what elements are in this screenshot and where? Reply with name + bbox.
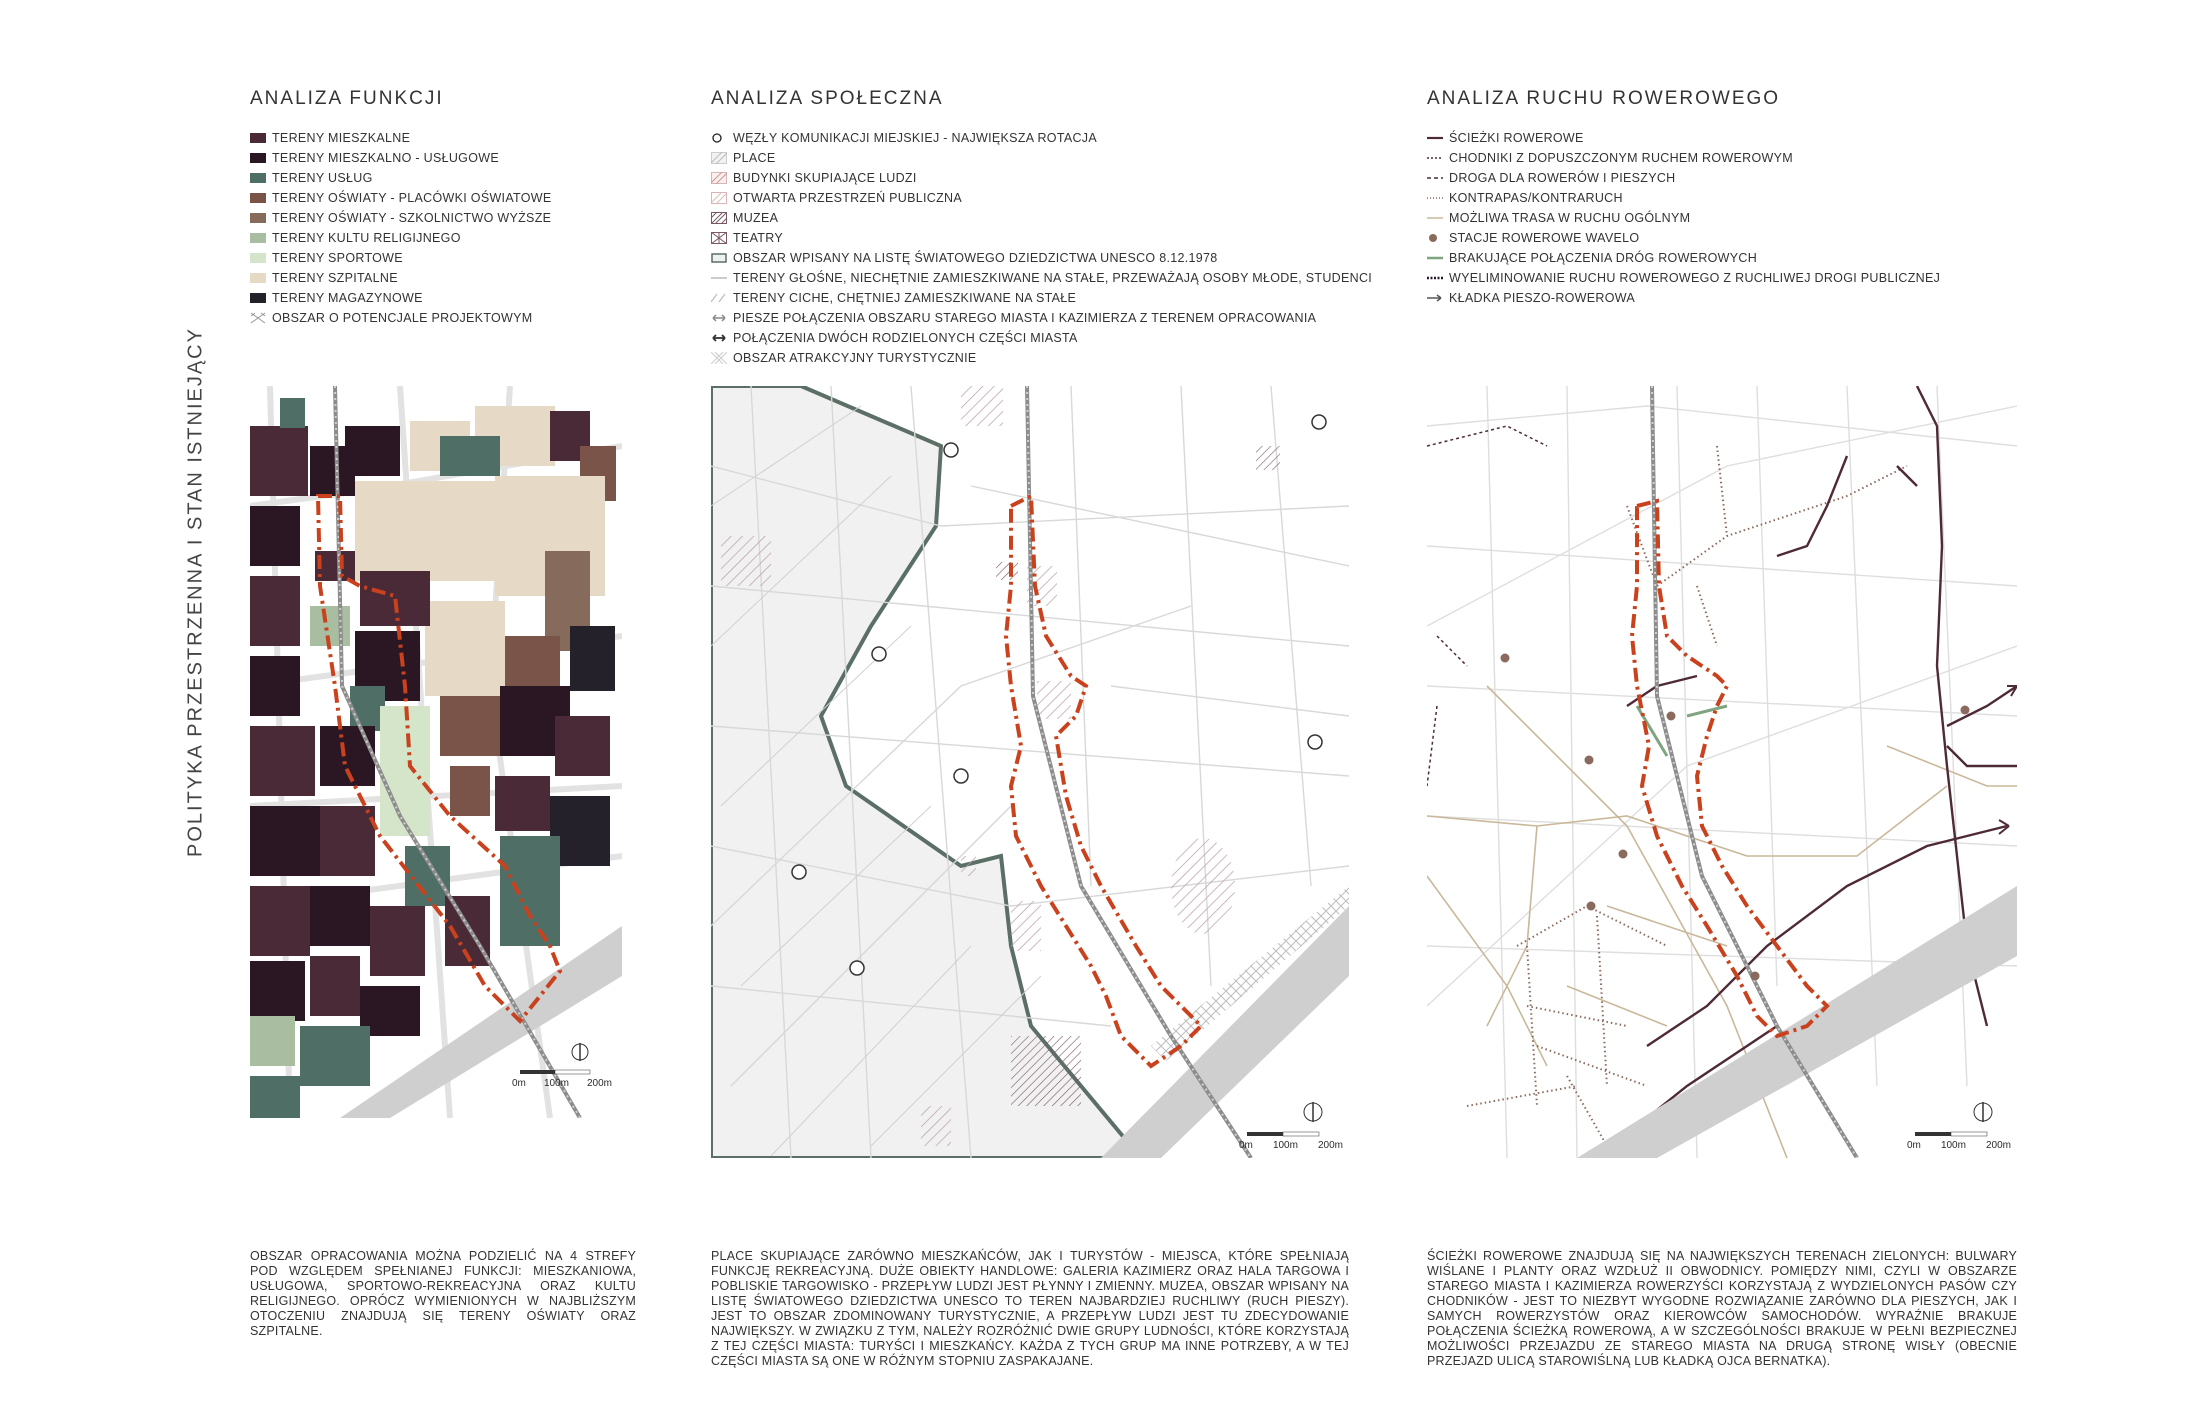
panel-title: ANALIZA FUNKCJI: [250, 88, 444, 109]
bicycle-legend: [1427, 128, 1940, 308]
legend-item: STACJE ROWEROWE WAVELO: [1427, 228, 1940, 248]
function-legend: [250, 128, 552, 328]
double-arrow-icon: [711, 312, 727, 324]
grey-line-icon: [711, 272, 727, 284]
legend-item: TERENY OŚWIATY - PLACÓWKI OŚWIATOWE: [250, 188, 552, 208]
scale-bar-labels: 0m 100m 200m: [1907, 1140, 2011, 1151]
legend-item: TEATRY: [711, 228, 1372, 248]
dashed-line-icon: [711, 292, 727, 304]
hatch-square-icon: [711, 232, 727, 244]
swatch-higher-education: [250, 213, 266, 223]
legend-item: TERENY SPORTOWE: [250, 248, 552, 268]
swatch-potential-area-icon: [250, 312, 266, 324]
legend-item: TERENY MIESZKALNE: [250, 128, 552, 148]
social-description: PLACE SKUPIAJĄCE ZARÓWNO MIESZKAŃCÓW, JAK I TURYSTÓW - MIEJSCA, KTÓRE SPEŁNIAJĄ FUNKCJĘ REKREACYJNĄ. DUŻE OBIEKTY HANDLOWE: GALERIA KAZIMIERZ ORAZ HALA TARGOWA I POBLISKIE TARGOWISKO - PRZEPŁYW LUDZI JEST PŁYNNY I ZMIENNY. MUZEA, OBSZAR WPISANY NA LISTĘ ŚWIATOWEGO DZIEDZICTWA UNESCO TO TEREN NAJBARDZIEJ RUCHLIWY (RUCH PIESZY). JEST TO OBSZAR ZDOMINOWANY TURYSTYCZNIE, A PRZEPŁYW LUDZI JEST TU ZDECYDOWANIE NAJWIĘKSZY. W ZWIĄZKU Z TYM, NALEŻY ROZRÓŻNIĆ DWIE GRUPY LUDNOŚCI, KTÓRE KORZYSTAJĄ Z TEJ CZĘŚCI MIASTA: TURYŚCI I MIESZKAŃCY. KAŻDA Z TYCH GRUP MA INNE POTRZEBY, A W TEJ CZĘŚCI MIASTA SĄ ONE W RÓŻNYM STOPNIU ZASPAKAJANE.: [711, 1249, 1349, 1368]
scale-bar-labels: 0m 100m 200m: [1239, 1140, 1343, 1151]
swatch-hospital: [250, 273, 266, 283]
legend-item: OBSZAR WPISANY NA LISTĘ ŚWIATOWEGO DZIEDZICTWA UNESCO 8.12.1978: [711, 248, 1372, 268]
shared-sidewalk-icon: [1427, 152, 1443, 164]
crosshatch-icon: [711, 352, 727, 364]
legend-item: TERENY USŁUG: [250, 168, 552, 188]
swatch-warehouse: [250, 293, 266, 303]
legend-item: ŚCIEŻKI ROWEROWE: [1427, 128, 1940, 148]
swatch-residential: [250, 133, 266, 143]
bike-path-icon: [1427, 132, 1443, 144]
legend-item: TERENY SZPITALNE: [250, 268, 552, 288]
map-bicycle: [1427, 386, 2017, 1158]
legend-item: OBSZAR O POTENCJALE PROJEKTOWYM: [250, 308, 552, 328]
hatch-square-icon: [711, 212, 727, 224]
hatch-square-icon: [711, 172, 727, 184]
legend-item: CHODNIKI Z DOPUSZCZONYM RUCHEM ROWEROWYM: [1427, 148, 1940, 168]
function-description: OBSZAR OPRACOWANIA MOŻNA PODZIELIĆ NA 4 STREFY POD WZGLĘDEM SPEŁNIANEJ FUNKCJI: MIESZKANIOWA, USŁUGOWA, SPORTOWO-REKREACYJNA ORAZ KULTU RELIGIJNEGO. OPRÓCZ WYMIENIONYCH W NAJBLIŻSZYM OTOCZENIU ZNAJDUJĄ SIĘ TERENY OŚWIATY ORAZ SZPITALNE.: [250, 1249, 636, 1338]
legend-item: OTWARTA PRZESTRZEŃ PUBLICZNA: [711, 188, 1372, 208]
legend-item: MUZEA: [711, 208, 1372, 228]
legend-item: TERENY MIESZKALNO - USŁUGOWE: [250, 148, 552, 168]
contraflow-icon: [1427, 192, 1443, 204]
legend-item: MOŻLIWA TRASA W RUCHU OGÓLNYM: [1427, 208, 1940, 228]
bike-pedestrian-road-icon: [1427, 172, 1443, 184]
transit-node-icon: [711, 132, 727, 144]
legend-item: KŁADKA PIESZO-ROWEROWA: [1427, 288, 1940, 308]
hatch-square-icon: [711, 192, 727, 204]
legend-item: PLACE: [711, 148, 1372, 168]
panel-title: ANALIZA SPOŁECZNA: [711, 88, 944, 109]
legend-item: DROGA DLA ROWERÓW I PIESZYCH: [1427, 168, 1940, 188]
legend-item: TERENY CICHE, CHĘTNIEJ ZAMIESZKIWANE NA STAŁE: [711, 288, 1372, 308]
legend-item: TERENY GŁOŚNE, NIECHĘTNIE ZAMIESZKIWANE NA STAŁE, PRZEWAŻAJĄ OSOBY MŁODE, STUDENCI: [711, 268, 1372, 288]
legend-item: BRAKUJĄCE POŁĄCZENIA DRÓG ROWEROWYCH: [1427, 248, 1940, 268]
eliminate-traffic-icon: [1427, 272, 1443, 284]
swatch-services: [250, 173, 266, 183]
legend-item: WYELIMINOWANIE RUCHU ROWEROWEGO Z RUCHLIWEJ DROGI PUBLICZNEJ: [1427, 268, 1940, 288]
unesco-outline-icon: [711, 252, 727, 264]
swatch-education: [250, 193, 266, 203]
map-function: [250, 386, 622, 1118]
legend-item: KONTRAPAS/KONTRARUCH: [1427, 188, 1940, 208]
vertical-section-title: POLITYKA PRZESTRZENNA I STAN ISTNIEJĄCY: [184, 327, 207, 857]
footbridge-arrow-icon: [1427, 292, 1443, 304]
general-traffic-route-icon: [1427, 212, 1443, 224]
missing-link-icon: [1427, 252, 1443, 264]
legend-item: TERENY MAGAZYNOWE: [250, 288, 552, 308]
swatch-religious: [250, 233, 266, 243]
legend-item: TERENY KULTU RELIGIJNEGO: [250, 228, 552, 248]
social-legend: [711, 128, 1372, 368]
hatch-square-icon: [711, 152, 727, 164]
map-social: [711, 386, 1349, 1158]
swatch-sports: [250, 253, 266, 263]
scale-bar-labels: 0m 100m 200m: [512, 1078, 612, 1089]
swatch-mixed: [250, 153, 266, 163]
panel-title: ANALIZA RUCHU ROWEROWEGO: [1427, 88, 1781, 109]
legend-item: WĘZŁY KOMUNIKACJI MIEJSKIEJ - NAJWIĘKSZA ROTACJA: [711, 128, 1372, 148]
legend-item: TERENY OŚWIATY - SZKOLNICTWO WYŻSZE: [250, 208, 552, 228]
bike-station-icon: [1427, 232, 1443, 244]
double-arrow-icon: [711, 332, 727, 344]
legend-item: PIESZE POŁĄCZENIA OBSZARU STAREGO MIASTA I KAZIMIERZA Z TERENEM OPRACOWANIA: [711, 308, 1372, 328]
bicycle-description: ŚCIEŻKI ROWEROWE ZNAJDUJĄ SIĘ NA NAJWIĘKSZYCH TERENACH ZIELONYCH: BULWARY WIŚLANE I PLANTY ORAZ WZDŁUŻ II OBWODNICY. POMIĘDZY NIMI, CZYLI W OBSZARZE STAREGO MIASTA I KAZIMIERZA ROWERZYŚCI KORZYSTAJĄ Z WYDZIELONYCH PASÓW CZY CHODNIKÓW - JEST TO NIEZBYT WYGODNE ROZWIĄZANIE ZARÓWNO DLA PIESZYCH, JAK I SAMYCH ROWERZYSTÓW ORAZ KIEROWCÓW SAMOCHODÓW. WYRAŹNIE BRAKUJE POŁĄCZENIA ŚCIEŻKĄ ROWEROWĄ, A W SZCZEGÓLNOŚCI BRAKUJE W PEŁNI BEZPIECZNEJ MOŻLIWOŚCI PRZEJAZDU ZE STAREGO MIASTA NA DRUGĄ STRONĘ WISŁY (OBECNIE PRZEJAZD ULICĄ STAROWIŚLNĄ LUB KŁADKĄ OJCA BERNATKA).: [1427, 1249, 2017, 1368]
legend-item: POŁĄCZENIA DWÓCH RODZIELONYCH CZĘŚCI MIASTA: [711, 328, 1372, 348]
legend-item: OBSZAR ATRAKCYJNY TURYSTYCZNIE: [711, 348, 1372, 368]
legend-item: BUDYNKI SKUPIAJĄCE LUDZI: [711, 168, 1372, 188]
